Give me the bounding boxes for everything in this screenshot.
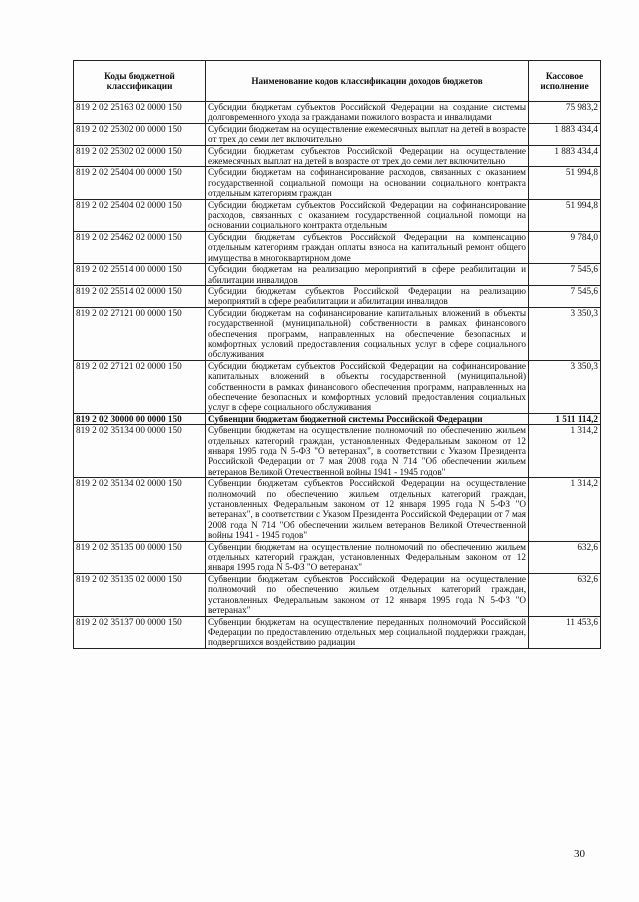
name-cell: Субвенции бюджетам субъектов Российской Федерации на осуществление полномочий по обеспечению жильем отдельных категорий граждан, установленных Федеральным законом от 12 января 1995 года N 5-ФЗ "О ветеранах" — [206, 573, 529, 616]
page-number: 30 — [574, 848, 585, 860]
table-row — [74, 264, 601, 286]
amount-cell: 1 883 434,4 — [529, 123, 601, 145]
code-cell: 819 2 02 25462 02 0000 150 — [74, 231, 206, 263]
amount-cell: 3 350,3 — [529, 360, 601, 413]
name-cell: Субсидии бюджетам субъектов Российской Федерации на создание системы долговременного ухода за гражданами пожилого возраста и инвалидами — [206, 102, 529, 124]
code-cell: 819 2 02 35135 00 0000 150 — [74, 541, 206, 573]
table-row — [74, 167, 601, 199]
name-cell: Субвенции бюджетам бюджетной системы Российской Федерации — [206, 413, 529, 424]
code-cell: 819 2 02 25514 00 0000 150 — [74, 264, 206, 286]
table-row — [74, 102, 601, 124]
table-row — [74, 199, 601, 231]
table-row — [74, 413, 601, 424]
table-row — [74, 307, 601, 360]
name-cell: Субсидии бюджетам субъектов Российской Федерации на реализацию мероприятий в сфере реабилитации и абилитации инвалидов — [206, 285, 529, 307]
code-cell: 819 2 02 35135 02 0000 150 — [74, 573, 206, 616]
amount-cell: 11 453,6 — [529, 616, 601, 648]
name-cell: Субвенции бюджетам на осуществление полномочий по обеспечению жильем отдельных категорий граждан, установленных Федеральным законом от 12 января 1995 года N 5-ФЗ "О ветеранах" — [206, 541, 529, 573]
amount-cell: 1 314,2 — [529, 425, 601, 478]
table-row — [74, 360, 601, 413]
name-cell: Субсидии бюджетам на реализацию мероприятий в сфере реабилитации и абилитации инвалидов — [206, 264, 529, 286]
table-header-row — [74, 61, 601, 102]
code-cell: 819 2 02 25404 02 0000 150 — [74, 199, 206, 231]
amount-cell: 51 994,8 — [529, 199, 601, 231]
amount-cell: 632,6 — [529, 541, 601, 573]
name-cell: Субсидии бюджетам субъектов Российской Федерации на компенсацию отдельным категориям граждан оплаты взноса на капитальный ремонт общего имущества в многоквартирном доме — [206, 231, 529, 263]
table-row — [74, 573, 601, 616]
amount-cell: 51 994,8 — [529, 167, 601, 199]
code-cell: 819 2 02 25302 02 0000 150 — [74, 145, 206, 167]
table-row — [74, 425, 601, 478]
code-cell: 819 2 02 35137 00 0000 150 — [74, 616, 206, 648]
code-cell: 819 2 02 25514 02 0000 150 — [74, 285, 206, 307]
name-cell: Субвенции бюджетам субъектов Российской Федерации на осуществление полномочий по обеспечению жильем отдельных категорий граждан, установленных Федеральным законом от 12 января 1995 года N 5-ФЗ "О ветеранах", в соответствии с Указом Президента Российской Федерации от 7 мая 2008 года N 714 "Об обеспечении жильем ветеранов Великой Отечественной войны 1941 - 1945 годов" — [206, 478, 529, 541]
amount-cell: 1 511 114,2 — [529, 413, 601, 424]
name-cell: Субсидии бюджетам на осуществление ежемесячных выплат на детей в возрасте от трех до семи лет включительно — [206, 123, 529, 145]
code-cell: 819 2 02 27121 02 0000 150 — [74, 360, 206, 413]
table-row — [74, 541, 601, 573]
name-cell: Субсидии бюджетам субъектов Российской Федерации на осуществление ежемесячных выплат на детей в возрасте от трех до семи лет включительно — [206, 145, 529, 167]
code-cell: 819 2 02 25302 00 0000 150 — [74, 123, 206, 145]
table-row — [74, 145, 601, 167]
revenue-table — [73, 60, 601, 649]
amount-cell: 75 983,2 — [529, 102, 601, 124]
amount-cell: 632,6 — [529, 573, 601, 616]
code-cell: 819 2 02 30000 00 0000 150 — [74, 413, 206, 424]
amount-cell: 9 784,0 — [529, 231, 601, 263]
code-cell: 819 2 02 35134 02 0000 150 — [74, 478, 206, 541]
code-cell: 819 2 02 35134 00 0000 150 — [74, 425, 206, 478]
table-body — [74, 102, 601, 649]
header-name: Наименование кодов классификации доходов бюджетов — [206, 61, 529, 102]
name-cell: Субсидии бюджетам на софинансирование расходов, связанных с оказанием государственной социальной помощи на основании социального контракта отдельным категориям граждан — [206, 167, 529, 199]
name-cell: Субвенции бюджетам на осуществление полномочий по обеспечению жильем отдельных категорий граждан, установленных Федеральным законом от 12 января 1995 года N 5-ФЗ "О ветеранах", в соответствии с Указом Президента Российской Федерации от 7 мая 2008 года N 714 "Об обеспечении жильем ветеранов Великой Отечественной войны 1941 - 1945 годов" — [206, 425, 529, 478]
name-cell: Субсидии бюджетам субъектов Российской Федерации на софинансирование капитальных вложений в объекты государственной (муниципальной) собственности в рамках финансового обеспечения программ, направленных на обеспечение безопасных и комфортных условий предоставления социальных услуг в сфере социального обслуживания — [206, 360, 529, 413]
name-cell: Субвенции бюджетам на осуществление переданных полномочий Российской Федерации по предоставлению отдельных мер социальной поддержки граждан, подвергшихся воздействию радиации — [206, 616, 529, 648]
table-row — [74, 231, 601, 263]
table-row — [74, 616, 601, 648]
table-row — [74, 123, 601, 145]
header-code: Коды бюджетной классификации — [74, 61, 206, 102]
amount-cell: 7 545,6 — [529, 264, 601, 286]
amount-cell: 1 883 434,4 — [529, 145, 601, 167]
table-row — [74, 478, 601, 541]
code-cell: 819 2 02 25404 00 0000 150 — [74, 167, 206, 199]
table-row — [74, 285, 601, 307]
amount-cell: 1 314,2 — [529, 478, 601, 541]
code-cell: 819 2 02 25163 02 0000 150 — [74, 102, 206, 124]
header-amount: Кассовое исполнение — [529, 61, 601, 102]
amount-cell: 3 350,3 — [529, 307, 601, 360]
amount-cell: 7 545,6 — [529, 285, 601, 307]
name-cell: Субсидии бюджетам субъектов Российской Федерации на софинансирование расходов, связанных с оказанием государственной социальной помощи на основании социального контракта отдельным — [206, 199, 529, 231]
code-cell: 819 2 02 27121 00 0000 150 — [74, 307, 206, 360]
name-cell: Субсидии бюджетам на софинансирование капитальных вложений в объекты государственной (муниципальной) собственности в рамках финансового обеспечения программ, направленных на обеспечение безопасных и комфортных условий предоставления социальных услуг в сфере социального обслуживания — [206, 307, 529, 360]
